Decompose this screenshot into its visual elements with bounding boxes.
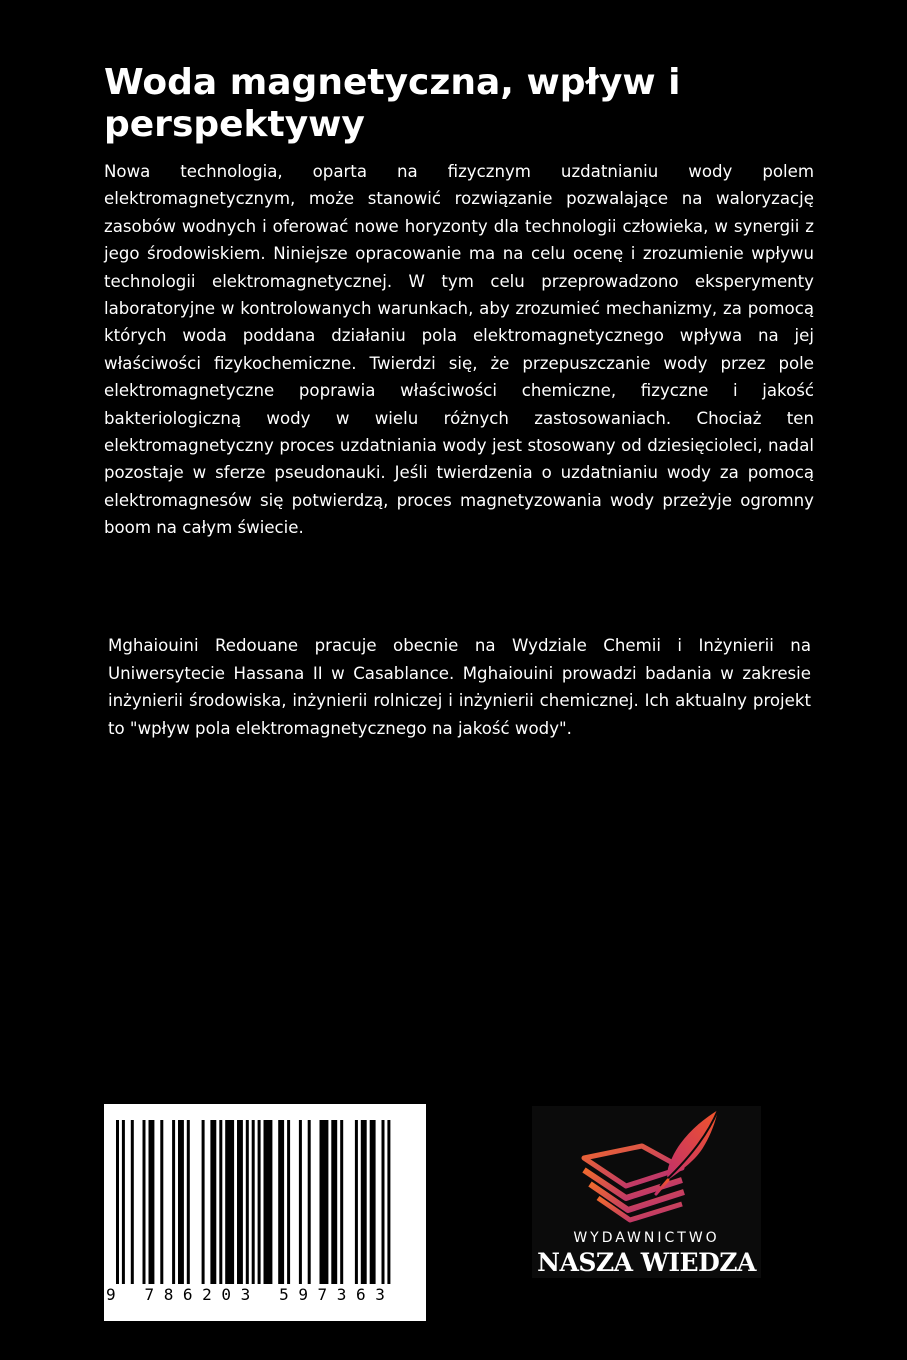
barcode-bar: [355, 1120, 358, 1284]
book-description: Nowa technologia, oparta na fizycznym uzdatnianiu wody polem elektromagnetycznym, może stanowić rozwiązanie pozwalające na waloryzację zasobów wodnych i oferować nowe horyzonty dla technologii człowieka, w synergii z jego środowiskiem. Niniejsze opracowanie ma na celu ocenę i zrozumienie wpływu technologii elektromagnetycznej. W tym celu przeprowadzono eksperymenty laboratoryjne w kontrolowanych warunkach, aby zrozumieć mechanizmy, za pomocą których woda poddana działaniu pola elektromagnetycznego wpływa na jej właściwości fizykochemiczne. Twierdzi się, że przepuszczanie wody przez pole elektromagnetyczne poprawia właściwości chemiczne, fizyczne i jakość bakteriologiczną wody w wielu różnych zastosowaniach. Chociaż ten elektromagnetyczny proces uzdatniania wody jest stosowany od dziesięcioleci, nadal pozostaje w sferze pseudonauki. Jeśli twierdzenia o uzdatnianiu wody za pomocą elektromagnesów się potwierdzą, proces magnetyzowania wody przeżyje ogromny boom na całym świecie.: [104, 162, 814, 538]
barcode-bar: [160, 1120, 163, 1284]
barcode-bar: [287, 1120, 290, 1284]
barcode-bar: [172, 1120, 175, 1284]
publisher-name: NASZA WIEDZA: [537, 1248, 756, 1277]
barcode-bar: [143, 1120, 146, 1284]
barcode-bar: [219, 1120, 222, 1284]
barcode-bar: [252, 1120, 255, 1284]
isbn-number: 9 786203 597363: [106, 1285, 395, 1304]
barcode-bar: [340, 1120, 343, 1284]
barcode-bar: [299, 1120, 302, 1284]
publisher-label: WYDAWNICTWO: [573, 1230, 720, 1246]
barcode-bar: [131, 1120, 134, 1284]
barcode-bar: [320, 1120, 329, 1284]
barcode-bar: [258, 1120, 261, 1284]
barcode-bar: [210, 1120, 216, 1284]
barcode-bar: [387, 1120, 390, 1284]
barcode-bar: [149, 1120, 155, 1284]
barcode-bar: [246, 1120, 249, 1284]
author-bio: Mghaiouini Redouane pracuje obecnie na Wydziale Chemii i Inżynierii na Uniwersytecie Hassana II w Casablance. Mghaiouini prowadzi badania w zakresie inżynierii środowiska, inżynierii rolniczej i inżynierii chemicznej. Ich aktualny projekt to "wpływ pola elektromagnetycznego na jakość wody".: [108, 636, 811, 738]
barcode-bar: [264, 1120, 273, 1284]
publisher-logo: [532, 1106, 761, 1278]
barcode-bar: [116, 1120, 119, 1284]
barcode-bar: [122, 1120, 125, 1284]
barcode-bar: [308, 1120, 311, 1284]
barcode-bar: [278, 1120, 284, 1284]
barcode-bar: [187, 1120, 190, 1284]
barcode-bar: [202, 1120, 205, 1284]
isbn-barcode: [104, 1104, 426, 1321]
barcode-bar: [178, 1120, 184, 1284]
barcode-bar: [370, 1120, 376, 1284]
quill-and-pages-icon: [532, 1106, 761, 1231]
barcode-bar: [331, 1120, 337, 1284]
book-title: Woda magnetyczna, wpływ i perspektywy: [104, 62, 681, 145]
barcode-bar: [361, 1120, 367, 1284]
barcode-bar: [237, 1120, 243, 1284]
barcode-bar: [225, 1120, 234, 1284]
barcode-bar: [382, 1120, 385, 1284]
